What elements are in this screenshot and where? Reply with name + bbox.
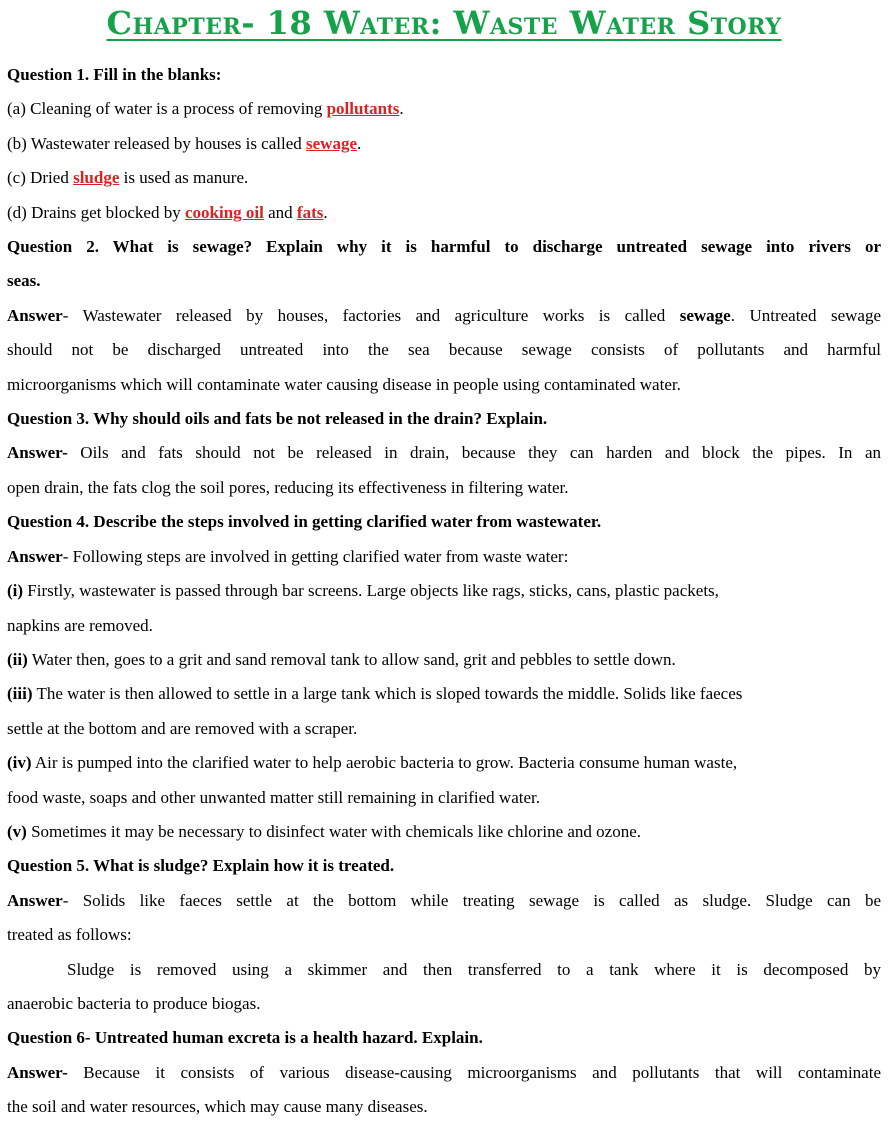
- q6-answer-text-1: Because it consists of various disease-causing microorganisms and pollutants that will contaminate: [67, 1062, 881, 1082]
- q4-answer-label: Answer: [7, 546, 63, 566]
- q6-answer-line-1: [7, 1056, 881, 1090]
- q2-answer-text-1b: . Untreated sewage: [730, 305, 881, 325]
- q4-step-iv-text-1: Air is pumped into the clarified water to help aerobic bacteria to grow. Bacteria consume human waste,: [31, 753, 738, 773]
- q6-heading: Question 6- Untreated human excreta is a health hazard. Explain.: [7, 1028, 483, 1048]
- q6-answer-line-2: the soil and water resources, which may cause many diseases.: [7, 1097, 428, 1117]
- q4-step-ii-line-1: [7, 643, 881, 677]
- q3-heading: Question 3. Why should oils and fats be not released in the drain? Explain.: [7, 409, 548, 429]
- q5-answer-line-4: anaerobic bacteria to produce biogas.: [7, 993, 261, 1013]
- q1-b-text: (b) Wastewater released by houses is called: [7, 133, 307, 153]
- q4-step-ii-number: (ii): [7, 649, 28, 669]
- q5-answer-text-1: - Solids like faeces settle at the bottom while treating sewage is called as sludge. Sludge can be: [62, 890, 881, 910]
- q2-answer-bold-term: sewage: [679, 305, 731, 325]
- q1-c-text: (c) Dried: [7, 168, 74, 188]
- q1-d-post: .: [323, 202, 328, 222]
- q4-step-ii-text-1: Water then, goes to a grit and sand removal tank to allow sand, grit and pebbles to settle down.: [27, 649, 676, 669]
- q2-heading-line-2: seas.: [7, 271, 41, 291]
- q1-a-text: (a) Cleaning of water is a process of removing: [7, 99, 327, 119]
- q1-c-post: is used as manure.: [119, 168, 249, 188]
- q3-answer-line-2: open drain, the fats clog the soil pores, reducing its effectiveness in filtering water.: [7, 477, 569, 497]
- q2-heading-line-1: Question 2. What is sewage? Explain why it is harmful to discharge untreated sewage into rivers or: [7, 237, 881, 257]
- q4-step-v-number: (v): [7, 821, 27, 841]
- q1-c-answer: sludge: [73, 168, 120, 188]
- q2-answer-text-1a: - Wastewater released by houses, factories and agriculture works is called: [62, 305, 680, 325]
- q4-step-iv-line-1: [7, 746, 881, 780]
- q5-answer-line-3: Sludge is removed using a skimmer and then transferred to a tank where it is decomposed by: [67, 959, 881, 979]
- q4-step-i-text-1: Firstly, wastewater is passed through bar screens. Large objects like rags, sticks, cans, plastic packets,: [23, 581, 719, 601]
- q4-step-iv-line-2: food waste, soaps and other unwanted matter still remaining in clarified water.: [7, 787, 540, 807]
- q5-answer-line-1: [7, 884, 881, 918]
- q4-answer-intro: [7, 540, 881, 574]
- q4-answer-intro-text: - Following steps are involved in getting clarified water from waste water:: [62, 546, 569, 566]
- q4-step-i-line-1: [7, 574, 881, 608]
- q1-d-text: (d) Drains get blocked by: [7, 202, 185, 222]
- q4-step-iii-number: (iii): [7, 684, 33, 704]
- q2-answer-line-2: should not be discharged untreated into the sea because sewage consists of pollutants and harmful: [7, 340, 881, 360]
- q4-step-i-number: (i): [7, 581, 24, 601]
- q5-answer-label: Answer: [7, 890, 63, 910]
- q4-step-iv-number: (iv): [7, 753, 32, 773]
- q1-heading: Question 1. Fill in the blanks:: [7, 65, 222, 84]
- q4-step-iii-line-2: settle at the bottom and are removed with a scraper.: [7, 718, 358, 738]
- q1-d-mid: and: [263, 202, 297, 222]
- q4-heading: Question 4. Describe the steps involved in getting clarified water from wastewater.: [7, 512, 602, 532]
- q3-answer-text-1: Oils and fats should not be released in drain, because they can harden and block the pipes. In an: [67, 443, 881, 463]
- q4-step-i-line-2: napkins are removed.: [7, 615, 153, 635]
- q2-answer-line-1: [7, 299, 881, 333]
- q1-b-post: .: [357, 133, 362, 153]
- q1-item-b: [7, 127, 881, 161]
- q5-heading: Question 5. What is sludge? Explain how it is treated.: [7, 856, 395, 876]
- q1-b-answer: sewage: [306, 133, 357, 153]
- q1-item-d: [7, 196, 881, 230]
- q4-step-v-line-1: [7, 815, 881, 849]
- q3-answer-label: Answer-: [7, 443, 68, 463]
- q1-a-answer: pollutants: [326, 99, 400, 119]
- q1-item-a: [7, 92, 881, 126]
- chapter-title: Chapter- 18 Water: Waste Water Story: [106, 4, 782, 42]
- q6-answer-label: Answer-: [7, 1062, 68, 1082]
- q1-d-answer-1: cooking oil: [184, 202, 264, 222]
- q1-a-post: .: [399, 99, 404, 119]
- q1-item-c: [7, 161, 881, 195]
- q2-answer-line-3: microorganisms which will contaminate water causing disease in people using contaminated water.: [7, 374, 681, 394]
- q1-d-answer-2: fats: [296, 202, 324, 222]
- q4-step-v-text-1: Sometimes it may be necessary to disinfect water with chemicals like chlorine and ozone.: [26, 821, 641, 841]
- q4-step-iii-line-1: [7, 677, 881, 711]
- q4-step-iii-text-1: The water is then allowed to settle in a large tank which is sloped towards the middle. Solids like faeces: [32, 684, 743, 704]
- q3-answer-line-1: [7, 436, 881, 470]
- q2-answer-label: Answer: [7, 305, 63, 325]
- q5-answer-line-2: treated as follows:: [7, 925, 132, 945]
